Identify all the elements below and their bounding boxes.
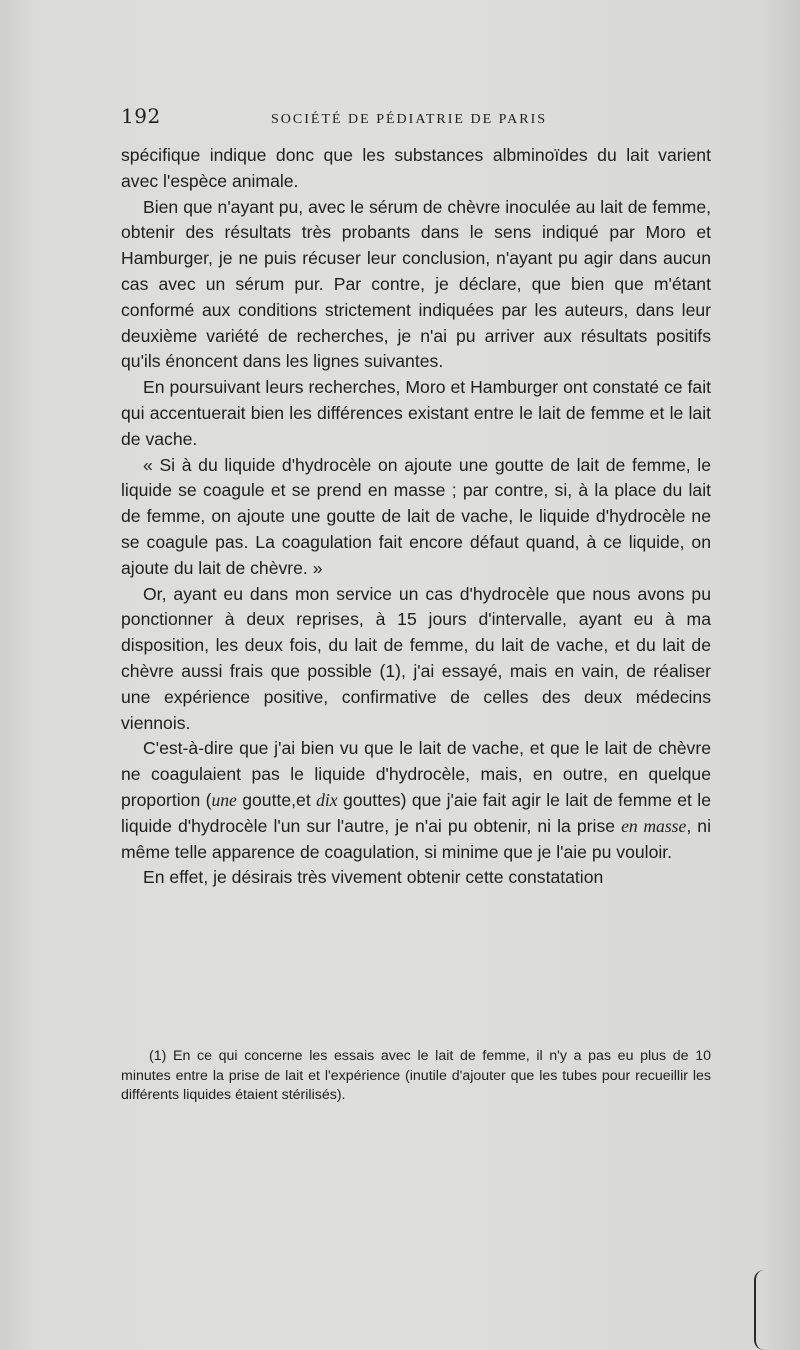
paragraph-5: Or, ayant eu dans mon service un cas d'hydrocèle que nous avons pu ponctionner à deux reprises, à 15 jours d'intervalle, ayant eu à ma disposition, les deux fois, du lait de femme, du lait de vache, et du lait de chèvre aussi frais que possible (1), j'ai essayé, mais en vain, de réaliser une expérience positive, confirmative de celles des deux médecins viennois.	[121, 583, 711, 733]
page-header	[121, 104, 711, 138]
paragraph-4-quotation: « Si à du liquide d'hydrocèle on ajoute une goutte de lait de femme, le liquide se coagule et se prend en masse ; par contre, si, à la place du lait de femme, on ajoute une goutte de lait de vache, le liquide d'hydrocèle ne se coagule pas. La coagulation fait encore défaut quand, à ce liquide, on ajoute du lait de chèvre. »	[121, 454, 711, 578]
paragraph-2: Bien que n'ayant pu, avec le sérum de chèvre inoculée au lait de femme, obtenir des résultats très probants dans le sens indiqué par Moro et Hamburger, je ne puis récuser leur conclusion, n'ayant pu agir dans aucun cas avec un sérum pur. Par contre, je déclare, que bien que m'étant conformé aux conditions strictement indiquées par les auteurs, dans leur deuxième variété de recherches, je n'ai pu arriver aux résultats positifs qu'ils énoncent dans les lignes suivantes.	[121, 196, 711, 372]
italic-dix: dix	[316, 789, 338, 810]
paragraph-3: En poursuivant leurs recherches, Moro et Hamburger ont constaté ce fait qui accentuerait bien les différences existant entre le lait de femme et le lait de vache.	[121, 377, 711, 449]
paragraph-6	[121, 736, 711, 865]
page-fold-mark	[754, 1270, 764, 1350]
paragraph-6-part-d: , ni même telle apparence de coagulation, si minime que je l'aie pu vouloir.	[121, 815, 711, 862]
paragraph-7: En effet, je désirais très vivement obtenir cette constatation	[143, 867, 604, 888]
body-text	[121, 143, 711, 891]
running-title: SOCIÉTÉ DE PÉDIATRIE DE PARIS	[271, 112, 548, 127]
paragraph-6-part-b: goutte,et	[236, 789, 317, 810]
footnote	[121, 1047, 711, 1106]
footnote-text: (1) En ce qui concerne les essais avec le lait de femme, il n'y a pas eu plus de 10 minutes entre la prise de lait et l'expérience (inutile d'ajouter que les tubes pour recueillir les différents liquides étaient stérilisés).	[121, 1048, 711, 1103]
italic-une: une	[211, 789, 237, 810]
paragraph-1: spécifique indique donc que les substances albminoïdes du lait varient avec l'espèce animale.	[121, 145, 711, 191]
page-number: 192	[121, 104, 161, 128]
paragraph-6-part-c: gouttes) que j'aie fait agir le lait de femme et le liquide d'hydrocèle l'un sur l'autre, je n'ai pu obtenir, ni la prise	[121, 789, 711, 836]
paragraph-6-part-a: C'est-à-dire que j'ai bien vu que le lait de vache, et que le lait de chèvre ne coagulaient pas le liquide d'hydrocèle, mais, en outre, en quelque proportion (	[121, 738, 711, 810]
italic-en-masse: en masse	[621, 815, 687, 836]
